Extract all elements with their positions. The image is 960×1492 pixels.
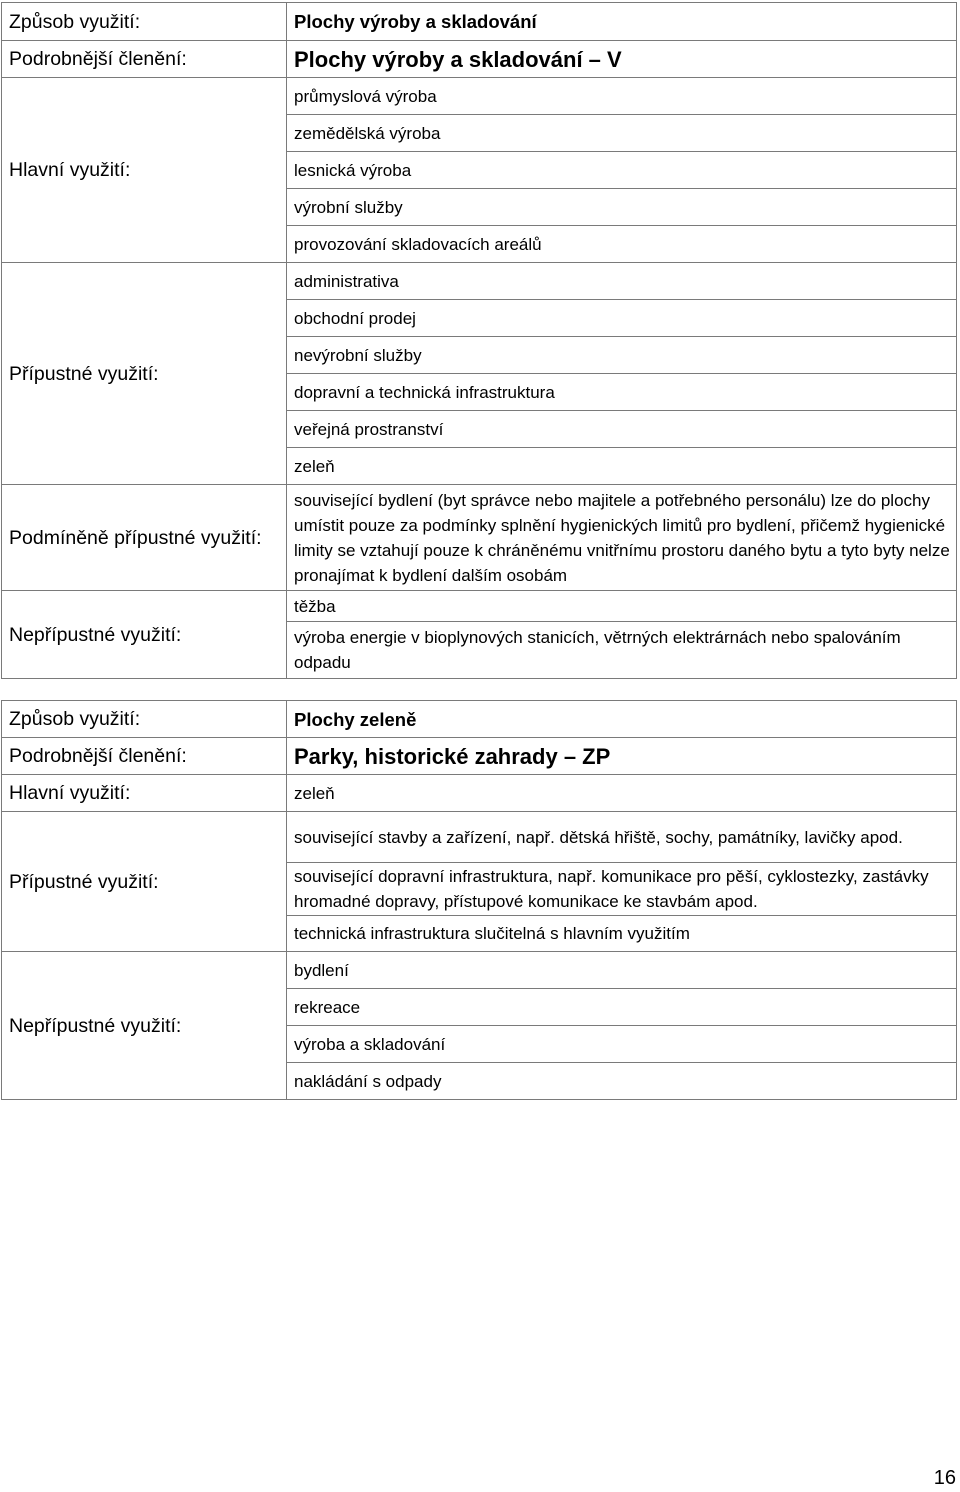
- pripustne-item: zeleň: [287, 448, 957, 485]
- page-number: 16: [933, 1467, 956, 1489]
- podrobnejsi-value: Parky, historické zahrady – ZP: [287, 738, 957, 775]
- hlavni-item: provozování skladovacích areálů: [287, 226, 957, 263]
- hlavni-item: zemědělská výroba: [287, 115, 957, 152]
- podrobnejsi-label: Podrobnější členění:: [2, 738, 287, 775]
- zpusob-value: Plochy výroby a skladování: [287, 3, 957, 41]
- podminene-label: Podmíněně přípustné využití:: [2, 485, 287, 591]
- pripustne-item: technická infrastruktura slučitelná s hlavním využitím: [287, 916, 957, 952]
- nepripustne-label: Nepřípustné využití:: [2, 952, 287, 1100]
- zpusob-label: Způsob využití:: [2, 701, 287, 738]
- nepripustne-item: rekreace: [287, 989, 957, 1026]
- hlavni-item: lesnická výroba: [287, 152, 957, 189]
- podrobnejsi-value: Plochy výroby a skladování – V: [287, 41, 957, 78]
- hlavni-label: Hlavní využití:: [2, 775, 287, 812]
- podrobnejsi-label: Podrobnější členění:: [2, 41, 287, 78]
- nepripustne-item: nakládání s odpady: [287, 1063, 957, 1100]
- nepripustne-item: těžba: [287, 591, 957, 622]
- pripustne-item: související stavby a zařízení, např. dětská hřiště, sochy, památníky, lavičky apod.: [287, 812, 957, 863]
- regulation-table-vyroba: [1, 2, 957, 679]
- nepripustne-item: bydlení: [287, 952, 957, 989]
- podminene-item: související bydlení (byt správce nebo majitele a potřebného personálu) lze do plochy umístit pouze za podmínky splnění hygienických limitů pro bydlení, přičemž hygienické limity se vztahují pouze k chráněnému vnitřnímu prostoru daného bytu a tyto byty nelze pronajímat k bydlení dalším osobám: [287, 485, 957, 591]
- pripustne-item: související dopravní infrastruktura, např. komunikace pro pěší, cyklostezky, zastávky hromadné dopravy, přístupové komunikace ke stavbám apod.: [287, 863, 957, 916]
- pripustne-item: obchodní prodej: [287, 300, 957, 337]
- hlavni-label: Hlavní využití:: [2, 78, 287, 263]
- pripustne-item: dopravní a technická infrastruktura: [287, 374, 957, 411]
- zpusob-label: Způsob využití:: [2, 3, 287, 41]
- nepripustne-label: Nepřípustné využití:: [2, 591, 287, 679]
- pripustne-item: administrativa: [287, 263, 957, 300]
- nepripustne-item: výroba a skladování: [287, 1026, 957, 1063]
- hlavni-item: průmyslová výroba: [287, 78, 957, 115]
- zpusob-value: Plochy zeleně: [287, 701, 957, 738]
- nepripustne-item: výroba energie v bioplynových stanicích, větrných elektrárnách nebo spalováním odpadu: [287, 622, 957, 679]
- hlavni-item: výrobní služby: [287, 189, 957, 226]
- pripustne-label: Přípustné využití:: [2, 812, 287, 952]
- pripustne-item: nevýrobní služby: [287, 337, 957, 374]
- pripustne-item: veřejná prostranství: [287, 411, 957, 448]
- pripustne-label: Přípustné využití:: [2, 263, 287, 485]
- hlavni-item: zeleň: [287, 775, 957, 812]
- regulation-table-zelen: [1, 700, 957, 1100]
